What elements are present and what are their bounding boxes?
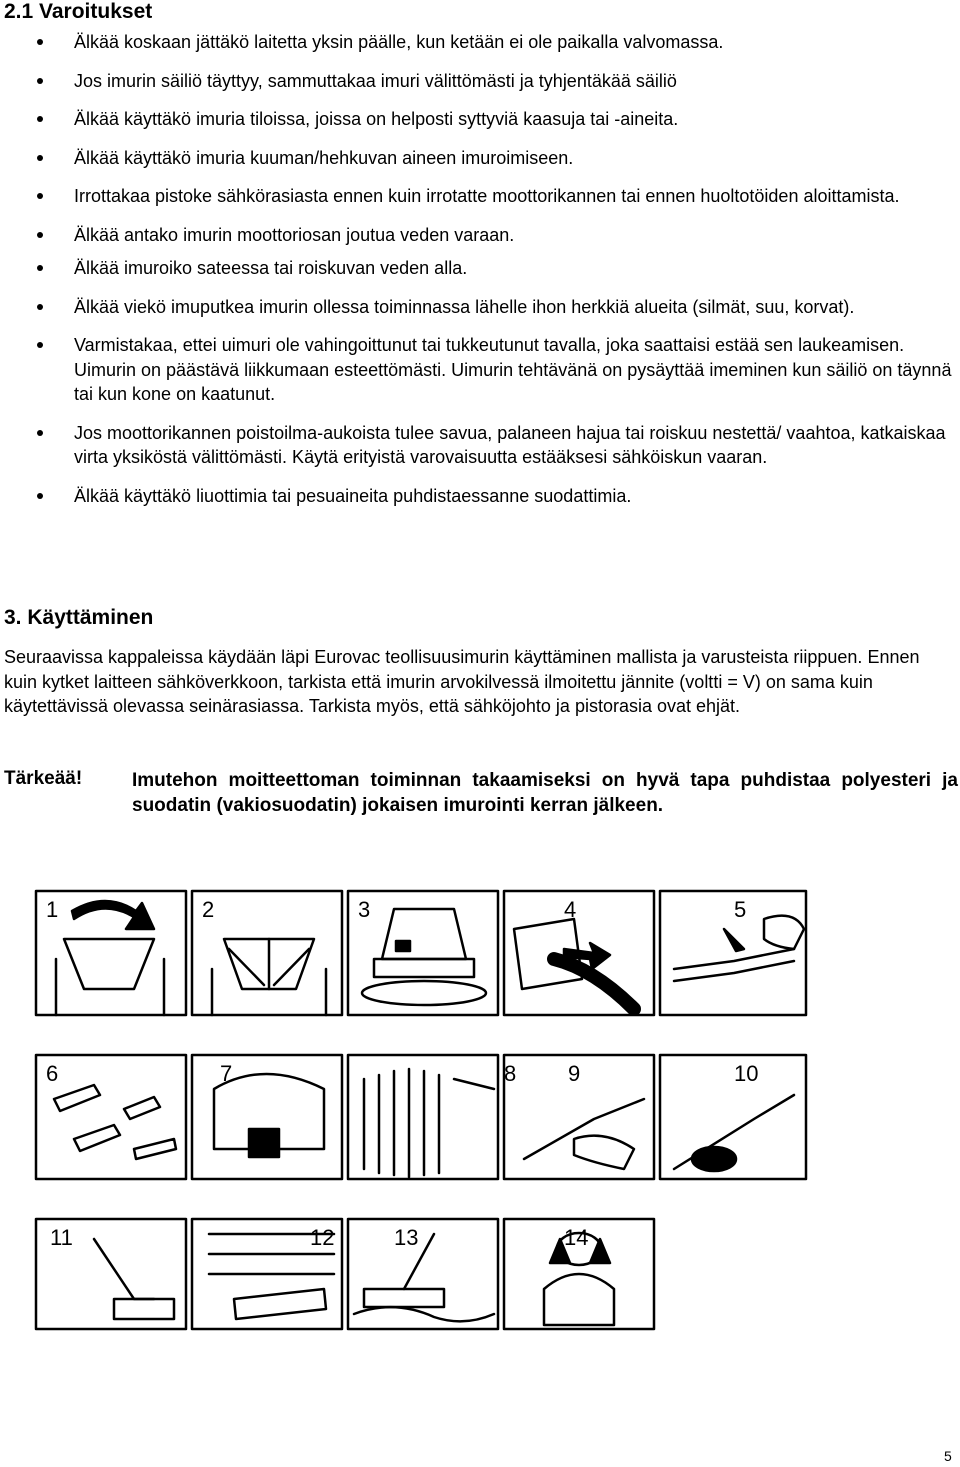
panel-number: 12 [310, 1225, 335, 1250]
panel-number: 13 [394, 1225, 419, 1250]
illustration-grid [34, 889, 808, 1332]
page-number: 5 [944, 1448, 952, 1464]
panel-number: 3 [358, 897, 371, 922]
warnings-heading: 2.1 Varoitukset [4, 0, 153, 23]
panel-number: 9 [568, 1061, 581, 1086]
list-item: Älkää imuroiko sateessa tai roiskuvan veden alla. [0, 256, 960, 281]
list-item: Jos imurin säiliö täyttyy, sammuttakaa imuri välittömästi ja tyhjentäkää säiliö [0, 69, 960, 94]
bullet-icon [37, 78, 43, 84]
panel-number: 6 [46, 1061, 59, 1086]
panel-number: 11 [50, 1225, 73, 1250]
important-label: Tärkeää! [4, 768, 83, 789]
panel-number: 8 [504, 1061, 517, 1086]
usage-illustrations [34, 889, 808, 1332]
panel-number: 14 [564, 1225, 589, 1250]
panel-number: 7 [220, 1061, 233, 1086]
list-item: Irrottakaa pistoke sähkörasiasta ennen kuin irrotatte moottorikannen tai ennen huoltotöiden aloittamista. [0, 184, 960, 209]
list-item: Älkää käyttäkö imuria tiloissa, joissa on helposti syttyviä kaasuja tai -aineita. [0, 107, 960, 132]
panel-number: 2 [202, 897, 215, 922]
panel-number: 5 [734, 897, 747, 922]
panel-number: 10 [734, 1061, 759, 1086]
list-item: Varmistakaa, ettei uimuri ole vahingoittunut tai tukkeutunut tavalla, joka saattaisi estää sen laukeamisen. Uimurin on päästävä liikkumaan esteettömästi. Uimurin tehtävänä on pysäyttää imeminen kun säiliö on täynnä tai kun kone on kaatunut. [0, 333, 960, 407]
bullet-icon [37, 342, 43, 348]
list-item: Älkää käyttäkö liuottimia tai pesuaineita puhdistaessanne suodattimia. [0, 484, 960, 509]
usage-heading: 3. Käyttäminen [4, 606, 154, 629]
list-item: Älkää käyttäkö imuria kuuman/hehkuvan aineen imuroimiseen. [0, 146, 960, 171]
list-item: Älkää koskaan jättäkö laitetta yksin päälle, kun ketään ei ole paikalla valvomassa. [0, 30, 960, 55]
bullet-icon [37, 39, 43, 45]
bullet-icon [37, 193, 43, 199]
list-item: Älkää antako imurin moottoriosan joutua veden varaan. [0, 223, 960, 248]
warnings-list [0, 30, 960, 508]
list-item: Jos moottorikannen poistoilma-aukoista tulee savua, palaneen hajua tai roiskuu nestettä/ vaahtoa, katkaiskaa virta yksiköstä välittömästi. Käytä erityistä varovaisuutta estääksesi sähköiskun vaaran. [0, 421, 960, 470]
panel-6-frame [36, 1055, 186, 1179]
bullet-icon [37, 232, 43, 238]
panel-number: 4 [564, 897, 577, 922]
bullet-icon [37, 265, 43, 271]
bullet-icon [37, 304, 43, 310]
list-item: Älkää viekö imuputkea imurin ollessa toiminnassa lähelle ihon herkkiä alueita (silmät, suu, korvat). [0, 295, 960, 320]
usage-intro-paragraph: Seuraavissa kappaleissa käydään läpi Eurovac teollisuusimurin käyttäminen mallista ja varusteista riippuen. Ennen kuin kytket laitteen sähköverkkoon, tarkista että imurin arvokilvessä ilmoitettu jännite (voltti = V) on sama kuin käytettävissä olevassa seinärasiassa. Tarkista myös, että sähköjohto ja pistorasia ovat ehjät. [4, 647, 920, 716]
important-note: Imutehon moitteettoman toiminnan takaamiseksi on hyvä tapa puhdistaa polyesteri ja suodatin (vakiosuodatin) jokaisen imurointi kerran jälkeen. [132, 770, 958, 816]
panel-5-frame [660, 891, 806, 1015]
bullet-icon [37, 116, 43, 122]
bullet-icon [37, 155, 43, 161]
bullet-icon [37, 430, 43, 436]
panel-2-frame [192, 891, 342, 1015]
bullet-icon [37, 493, 43, 499]
panel-number: 1 [46, 897, 59, 922]
